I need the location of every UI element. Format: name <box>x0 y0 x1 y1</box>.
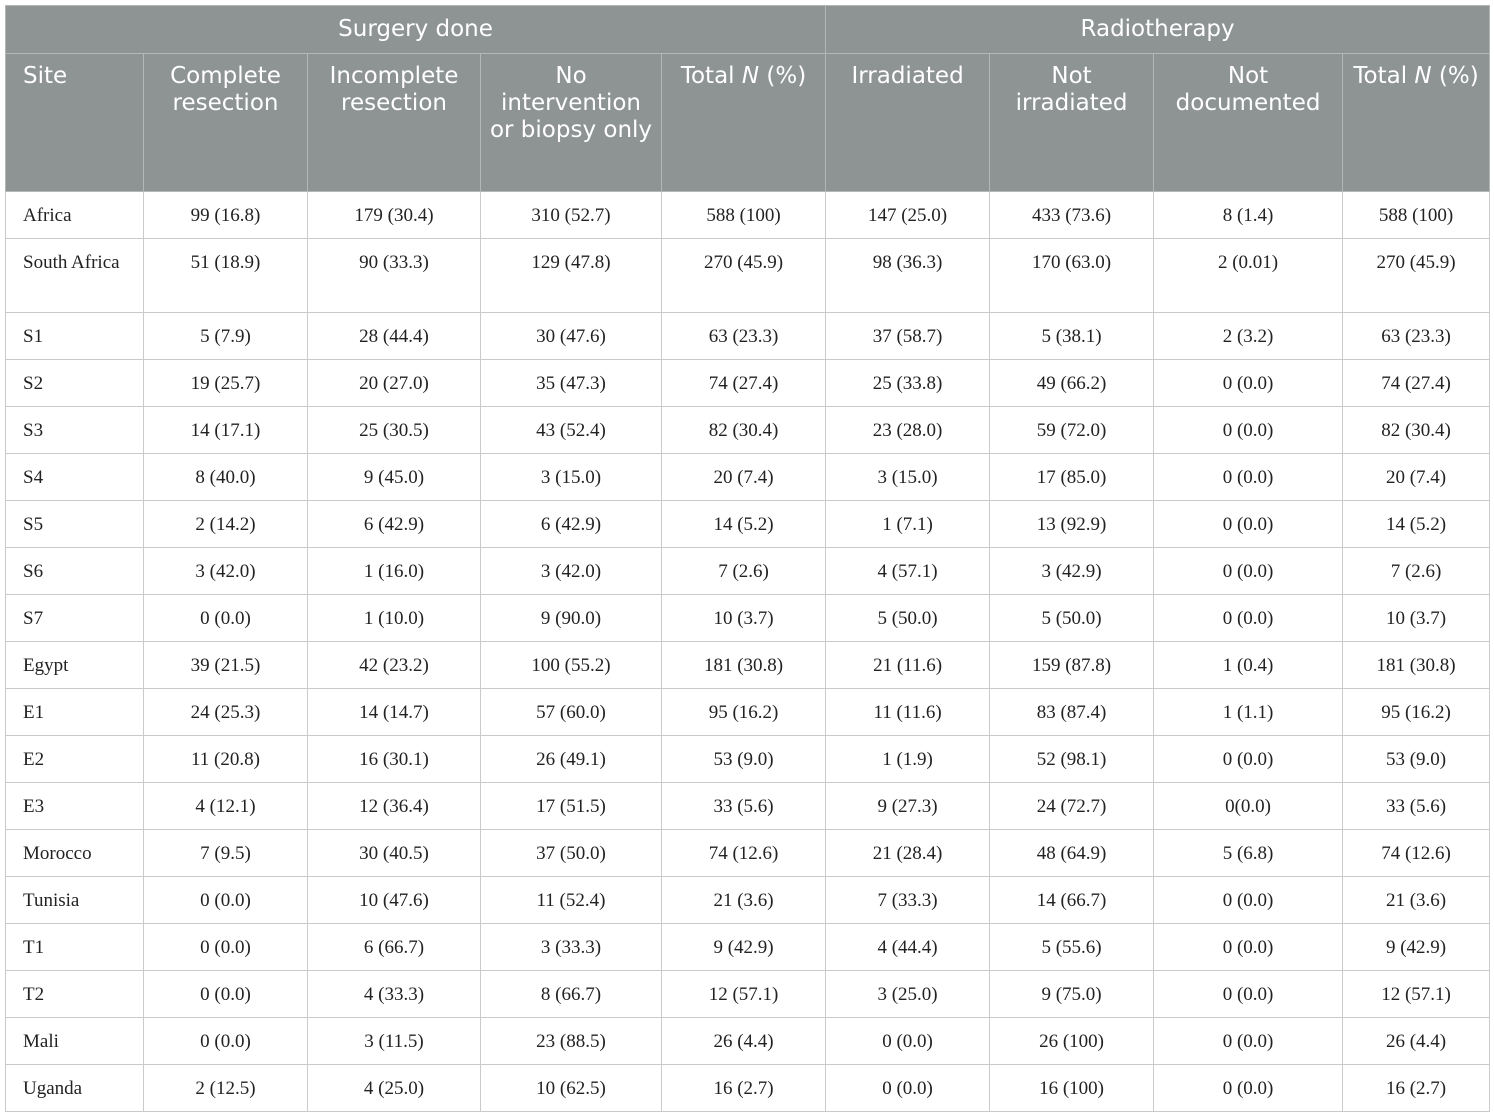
value-cell: 6 (42.9) <box>308 501 481 548</box>
value-cell: 0 (0.0) <box>144 1018 308 1065</box>
value-cell: 83 (87.4) <box>990 689 1154 736</box>
value-cell: 30 (40.5) <box>308 830 481 877</box>
value-cell: 10 (62.5) <box>481 1065 662 1112</box>
table-row <box>6 877 1490 924</box>
value-cell: 11 (20.8) <box>144 736 308 783</box>
value-cell: 2 (14.2) <box>144 501 308 548</box>
value-cell: 0 (0.0) <box>1154 971 1343 1018</box>
value-cell: 3 (11.5) <box>308 1018 481 1065</box>
value-cell: 13 (92.9) <box>990 501 1154 548</box>
value-cell: 74 (27.4) <box>662 360 826 407</box>
value-cell: 53 (9.0) <box>662 736 826 783</box>
value-cell: 16 (30.1) <box>308 736 481 783</box>
site-cell: Egypt <box>6 642 144 689</box>
site-cell: South Africa <box>6 239 144 313</box>
table-row <box>6 239 1490 313</box>
value-cell: 0 (0.0) <box>826 1065 990 1112</box>
value-cell: 0 (0.0) <box>1154 877 1343 924</box>
value-cell: 42 (23.2) <box>308 642 481 689</box>
value-cell: 4 (12.1) <box>144 783 308 830</box>
value-cell: 0 (0.0) <box>1154 1065 1343 1112</box>
value-cell: 74 (12.6) <box>1343 830 1490 877</box>
value-cell: 39 (21.5) <box>144 642 308 689</box>
value-cell: 14 (5.2) <box>662 501 826 548</box>
value-cell: 0 (0.0) <box>144 877 308 924</box>
value-cell: 5 (38.1) <box>990 313 1154 360</box>
table-row <box>6 313 1490 360</box>
group-header-radiotherapy: Radiotherapy <box>826 6 1490 54</box>
value-cell: 43 (52.4) <box>481 407 662 454</box>
table-row <box>6 454 1490 501</box>
value-cell: 23 (88.5) <box>481 1018 662 1065</box>
value-cell: 4 (44.4) <box>826 924 990 971</box>
value-cell: 11 (11.6) <box>826 689 990 736</box>
value-cell: 9 (45.0) <box>308 454 481 501</box>
col-header-not-documented: Not documented <box>1154 54 1343 192</box>
value-cell: 0 (0.0) <box>826 1018 990 1065</box>
value-cell: 99 (16.8) <box>144 192 308 239</box>
value-cell: 0 (0.0) <box>1154 736 1343 783</box>
table-row <box>6 736 1490 783</box>
value-cell: 6 (42.9) <box>481 501 662 548</box>
value-cell: 0 (0.0) <box>1154 548 1343 595</box>
column-header-row <box>6 54 1490 192</box>
value-cell: 25 (33.8) <box>826 360 990 407</box>
value-cell: 26 (4.4) <box>1343 1018 1490 1065</box>
value-cell: 33 (5.6) <box>1343 783 1490 830</box>
value-cell: 147 (25.0) <box>826 192 990 239</box>
value-cell: 1 (16.0) <box>308 548 481 595</box>
value-cell: 170 (63.0) <box>990 239 1154 313</box>
value-cell: 90 (33.3) <box>308 239 481 313</box>
col-header-not-irradiated: Not irradiated <box>990 54 1154 192</box>
value-cell: 14 (14.7) <box>308 689 481 736</box>
site-cell: T1 <box>6 924 144 971</box>
value-cell: 588 (100) <box>662 192 826 239</box>
value-cell: 2 (12.5) <box>144 1065 308 1112</box>
site-cell: S3 <box>6 407 144 454</box>
value-cell: 1 (1.1) <box>1154 689 1343 736</box>
table-row <box>6 1065 1490 1112</box>
value-cell: 12 (57.1) <box>662 971 826 1018</box>
value-cell: 1 (0.4) <box>1154 642 1343 689</box>
value-cell: 24 (72.7) <box>990 783 1154 830</box>
value-cell: 4 (25.0) <box>308 1065 481 1112</box>
value-cell: 0 (0.0) <box>1154 360 1343 407</box>
table-row <box>6 971 1490 1018</box>
value-cell: 159 (87.8) <box>990 642 1154 689</box>
site-cell: S2 <box>6 360 144 407</box>
table-row <box>6 407 1490 454</box>
col-header-incomplete-resection: Incomplete resection <box>308 54 481 192</box>
table-row <box>6 642 1490 689</box>
value-cell: 20 (27.0) <box>308 360 481 407</box>
value-cell: 433 (73.6) <box>990 192 1154 239</box>
site-cell: Morocco <box>6 830 144 877</box>
table-row <box>6 501 1490 548</box>
value-cell: 3 (15.0) <box>826 454 990 501</box>
value-cell: 4 (57.1) <box>826 548 990 595</box>
value-cell: 5 (50.0) <box>826 595 990 642</box>
value-cell: 21 (3.6) <box>662 877 826 924</box>
table-row <box>6 783 1490 830</box>
value-cell: 0 (0.0) <box>144 595 308 642</box>
value-cell: 17 (85.0) <box>990 454 1154 501</box>
site-cell: Uganda <box>6 1065 144 1112</box>
value-cell: 7 (33.3) <box>826 877 990 924</box>
value-cell: 8 (66.7) <box>481 971 662 1018</box>
table-row <box>6 1018 1490 1065</box>
value-cell: 74 (27.4) <box>1343 360 1490 407</box>
value-cell: 9 (27.3) <box>826 783 990 830</box>
site-cell: Africa <box>6 192 144 239</box>
value-cell: 63 (23.3) <box>662 313 826 360</box>
value-cell: 10 (3.7) <box>662 595 826 642</box>
col-header-site: Site <box>6 54 144 192</box>
value-cell: 37 (50.0) <box>481 830 662 877</box>
value-cell: 0 (0.0) <box>1154 595 1343 642</box>
value-cell: 98 (36.3) <box>826 239 990 313</box>
value-cell: 9 (42.9) <box>662 924 826 971</box>
value-cell: 9 (90.0) <box>481 595 662 642</box>
value-cell: 129 (47.8) <box>481 239 662 313</box>
value-cell: 179 (30.4) <box>308 192 481 239</box>
table-row <box>6 360 1490 407</box>
value-cell: 7 (9.5) <box>144 830 308 877</box>
value-cell: 82 (30.4) <box>1343 407 1490 454</box>
value-cell: 21 (28.4) <box>826 830 990 877</box>
value-cell: 0 (0.0) <box>1154 501 1343 548</box>
table-row <box>6 924 1490 971</box>
value-cell: 6 (66.7) <box>308 924 481 971</box>
table-row <box>6 192 1490 239</box>
value-cell: 3 (25.0) <box>826 971 990 1018</box>
value-cell: 14 (66.7) <box>990 877 1154 924</box>
value-cell: 63 (23.3) <box>1343 313 1490 360</box>
site-cell: S1 <box>6 313 144 360</box>
value-cell: 1 (7.1) <box>826 501 990 548</box>
value-cell: 21 (3.6) <box>1343 877 1490 924</box>
value-cell: 24 (25.3) <box>144 689 308 736</box>
value-cell: 270 (45.9) <box>662 239 826 313</box>
value-cell: 7 (2.6) <box>1343 548 1490 595</box>
value-cell: 28 (44.4) <box>308 313 481 360</box>
value-cell: 95 (16.2) <box>1343 689 1490 736</box>
col-header-surgery-total: Total N (%) <box>662 54 826 192</box>
value-cell: 25 (30.5) <box>308 407 481 454</box>
value-cell: 48 (64.9) <box>990 830 1154 877</box>
value-cell: 2 (3.2) <box>1154 313 1343 360</box>
col-header-radiotherapy-total: Total N (%) <box>1343 54 1490 192</box>
value-cell: 100 (55.2) <box>481 642 662 689</box>
value-cell: 5 (7.9) <box>144 313 308 360</box>
value-cell: 16 (2.7) <box>1343 1065 1490 1112</box>
site-cell: Tunisia <box>6 877 144 924</box>
col-header-irradiated: Irradiated <box>826 54 990 192</box>
value-cell: 23 (28.0) <box>826 407 990 454</box>
value-cell: 16 (100) <box>990 1065 1154 1112</box>
value-cell: 26 (4.4) <box>662 1018 826 1065</box>
value-cell: 0(0.0) <box>1154 783 1343 830</box>
value-cell: 1 (1.9) <box>826 736 990 783</box>
value-cell: 51 (18.9) <box>144 239 308 313</box>
value-cell: 37 (58.7) <box>826 313 990 360</box>
value-cell: 3 (42.9) <box>990 548 1154 595</box>
value-cell: 14 (5.2) <box>1343 501 1490 548</box>
value-cell: 3 (42.0) <box>144 548 308 595</box>
value-cell: 33 (5.6) <box>662 783 826 830</box>
table-row <box>6 830 1490 877</box>
value-cell: 0 (0.0) <box>144 924 308 971</box>
value-cell: 10 (47.6) <box>308 877 481 924</box>
site-cell: E1 <box>6 689 144 736</box>
value-cell: 12 (57.1) <box>1343 971 1490 1018</box>
value-cell: 0 (0.0) <box>1154 454 1343 501</box>
site-cell: Mali <box>6 1018 144 1065</box>
value-cell: 35 (47.3) <box>481 360 662 407</box>
value-cell: 52 (98.1) <box>990 736 1154 783</box>
value-cell: 3 (15.0) <box>481 454 662 501</box>
value-cell: 181 (30.8) <box>662 642 826 689</box>
value-cell: 3 (42.0) <box>481 548 662 595</box>
value-cell: 0 (0.0) <box>144 971 308 1018</box>
value-cell: 2 (0.01) <box>1154 239 1343 313</box>
data-table <box>5 5 1490 1112</box>
value-cell: 57 (60.0) <box>481 689 662 736</box>
value-cell: 26 (100) <box>990 1018 1154 1065</box>
value-cell: 20 (7.4) <box>1343 454 1490 501</box>
col-header-complete-resection: Complete resection <box>144 54 308 192</box>
value-cell: 0 (0.0) <box>1154 1018 1343 1065</box>
value-cell: 270 (45.9) <box>1343 239 1490 313</box>
table-row <box>6 595 1490 642</box>
value-cell: 11 (52.4) <box>481 877 662 924</box>
value-cell: 17 (51.5) <box>481 783 662 830</box>
value-cell: 588 (100) <box>1343 192 1490 239</box>
value-cell: 59 (72.0) <box>990 407 1154 454</box>
group-header-row <box>6 6 1490 54</box>
value-cell: 8 (40.0) <box>144 454 308 501</box>
value-cell: 310 (52.7) <box>481 192 662 239</box>
value-cell: 95 (16.2) <box>662 689 826 736</box>
value-cell: 181 (30.8) <box>1343 642 1490 689</box>
value-cell: 9 (42.9) <box>1343 924 1490 971</box>
value-cell: 19 (25.7) <box>144 360 308 407</box>
value-cell: 5 (50.0) <box>990 595 1154 642</box>
site-cell: E2 <box>6 736 144 783</box>
site-cell: S7 <box>6 595 144 642</box>
table-body <box>6 192 1490 1112</box>
value-cell: 82 (30.4) <box>662 407 826 454</box>
table-row <box>6 548 1490 595</box>
value-cell: 16 (2.7) <box>662 1065 826 1112</box>
site-cell: S5 <box>6 501 144 548</box>
value-cell: 3 (33.3) <box>481 924 662 971</box>
value-cell: 5 (55.6) <box>990 924 1154 971</box>
value-cell: 53 (9.0) <box>1343 736 1490 783</box>
site-cell: T2 <box>6 971 144 1018</box>
value-cell: 0 (0.0) <box>1154 407 1343 454</box>
value-cell: 20 (7.4) <box>662 454 826 501</box>
col-header-no-intervention: No intervention or biopsy only <box>481 54 662 192</box>
site-cell: S4 <box>6 454 144 501</box>
value-cell: 8 (1.4) <box>1154 192 1343 239</box>
site-cell: S6 <box>6 548 144 595</box>
value-cell: 12 (36.4) <box>308 783 481 830</box>
site-cell: E3 <box>6 783 144 830</box>
value-cell: 26 (49.1) <box>481 736 662 783</box>
value-cell: 7 (2.6) <box>662 548 826 595</box>
value-cell: 10 (3.7) <box>1343 595 1490 642</box>
value-cell: 14 (17.1) <box>144 407 308 454</box>
value-cell: 5 (6.8) <box>1154 830 1343 877</box>
value-cell: 1 (10.0) <box>308 595 481 642</box>
table-row <box>6 689 1490 736</box>
group-header-surgery: Surgery done <box>6 6 826 54</box>
value-cell: 21 (11.6) <box>826 642 990 689</box>
value-cell: 4 (33.3) <box>308 971 481 1018</box>
value-cell: 74 (12.6) <box>662 830 826 877</box>
value-cell: 9 (75.0) <box>990 971 1154 1018</box>
value-cell: 0 (0.0) <box>1154 924 1343 971</box>
value-cell: 30 (47.6) <box>481 313 662 360</box>
value-cell: 49 (66.2) <box>990 360 1154 407</box>
